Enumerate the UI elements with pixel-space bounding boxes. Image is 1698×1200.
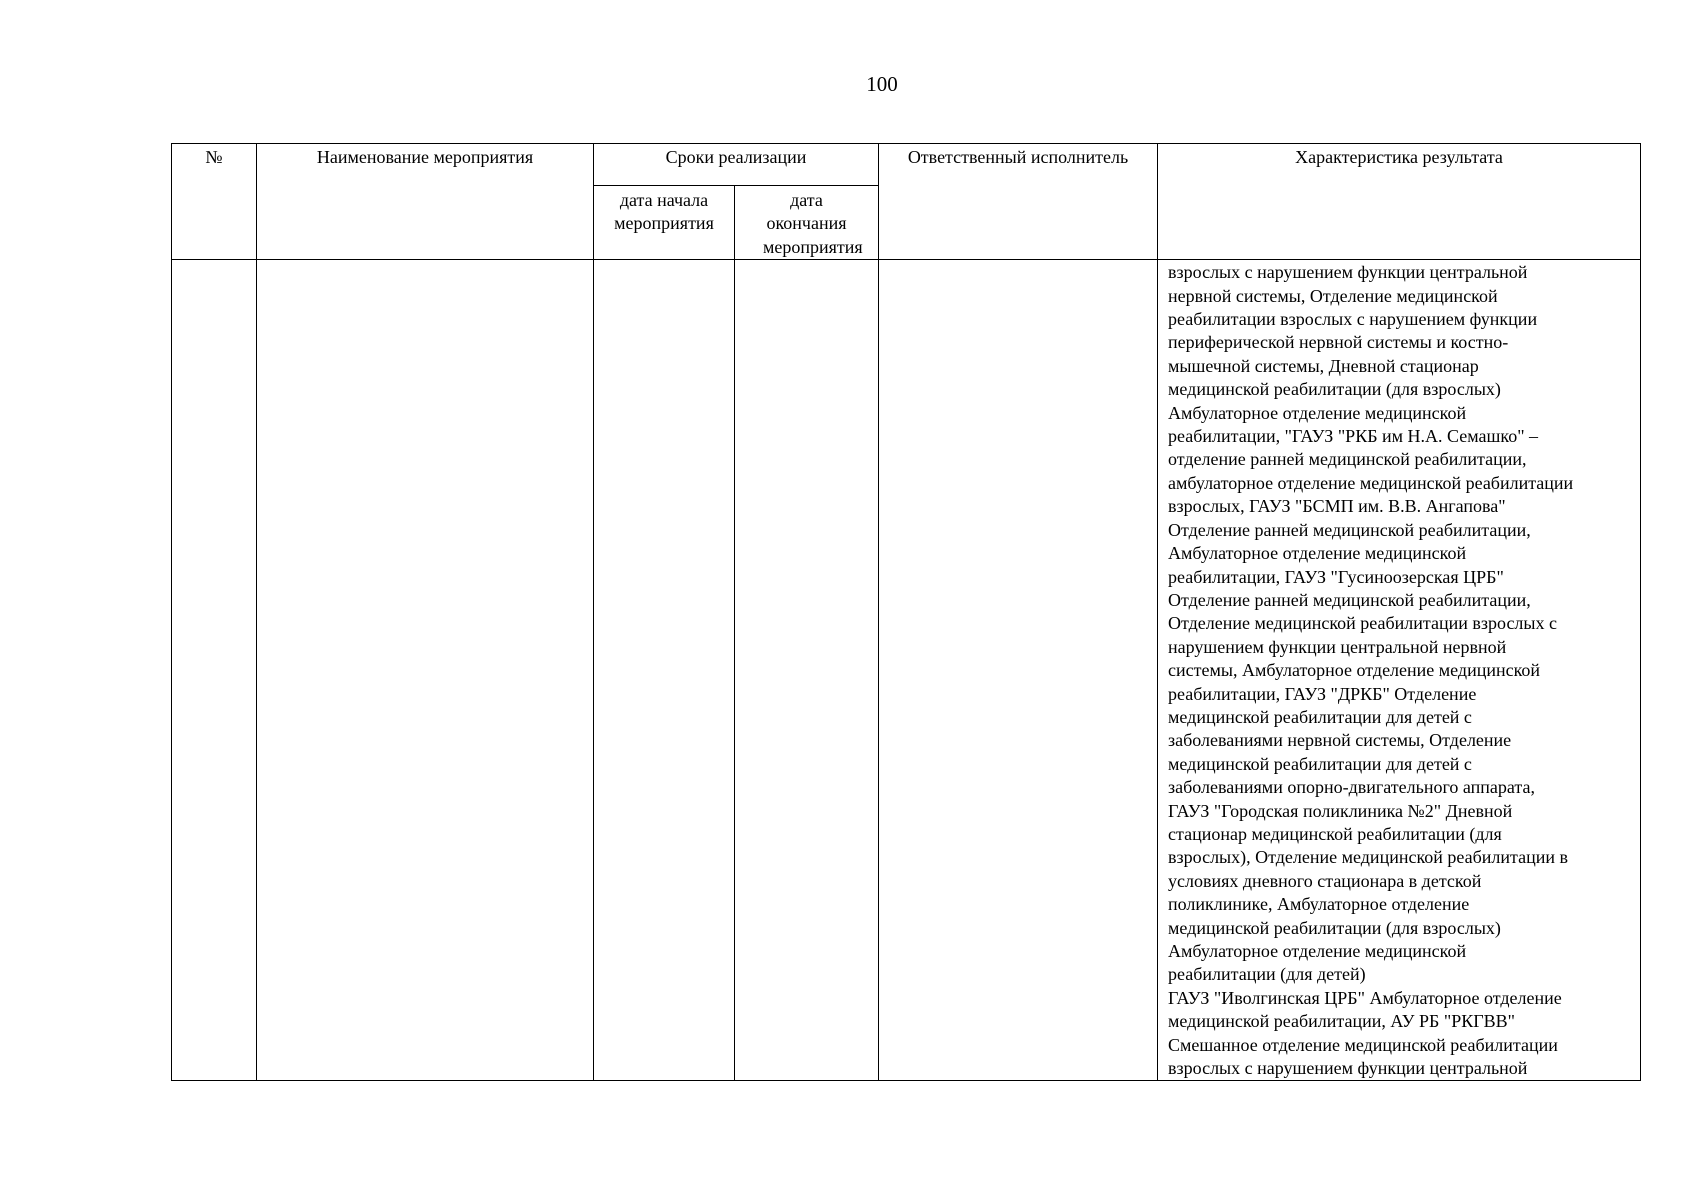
result-line: нарушением функции центральной нервной	[1168, 636, 1507, 657]
result-line: взрослых с нарушением функции центральной	[1168, 262, 1528, 283]
result-line: реабилитации (для детей)	[1168, 964, 1366, 985]
result-line: отделение ранней медицинской реабилитации,	[1168, 449, 1527, 470]
header-result: Характеристика результата	[1158, 144, 1641, 260]
result-line: взрослых с нарушением функции центральной	[1168, 1058, 1528, 1079]
result-line: взрослых), Отделение медицинской реабилитации в	[1168, 847, 1568, 868]
result-line: Отделение ранней медицинской реабилитации,	[1168, 589, 1531, 610]
result-line: медицинской реабилитации для детей с	[1168, 753, 1472, 774]
result-line: поликлинике, Амбулаторное отделение	[1168, 894, 1470, 915]
cell-name	[257, 260, 594, 1081]
result-line: Смешанное отделение медицинской реабилитации	[1168, 1034, 1558, 1055]
header-name: Наименование мероприятия	[257, 144, 594, 260]
result-line: Отделение медицинской реабилитации взрослых с	[1168, 613, 1557, 634]
result-line: Амбулаторное отделение медицинской	[1168, 402, 1467, 423]
measures-table	[171, 143, 1641, 1081]
result-line: ГАУЗ "Городская поликлиника №2" Дневной	[1168, 800, 1513, 821]
header-number: №	[172, 144, 257, 260]
result-line: Отделение ранней медицинской реабилитации,	[1168, 519, 1531, 540]
result-line: заболеваниями нервной системы, Отделение	[1168, 730, 1512, 751]
result-line: медицинской реабилитации, АУ РБ "РКГВВ"	[1168, 1011, 1516, 1032]
result-line: заболеваниями опорно-двигательного аппарата,	[1168, 777, 1536, 798]
result-line: амбулаторное отделение медицинской реабилитации	[1168, 472, 1574, 493]
result-line: реабилитации, ГАУЗ "ДРКБ" Отделение	[1168, 683, 1477, 704]
result-line: периферической нервной системы и костно-	[1168, 332, 1509, 353]
result-line: стационар медицинской реабилитации (для	[1168, 823, 1502, 844]
header-end-date: дата окончания мероприятия	[735, 186, 879, 260]
cell-end-date	[735, 260, 879, 1081]
header-terms: Сроки реализации	[594, 144, 879, 186]
result-line: нервной системы, Отделение медицинской	[1168, 285, 1498, 306]
result-line: системы, Амбулаторное отделение медицинской	[1168, 660, 1541, 681]
cell-result	[1158, 260, 1641, 1081]
header-responsible: Ответственный исполнитель	[879, 144, 1158, 260]
result-line: мышечной системы, Дневной стационар	[1168, 355, 1479, 376]
result-line: медицинской реабилитации для детей с	[1168, 706, 1472, 727]
cell-responsible	[879, 260, 1158, 1081]
result-line: Амбулаторное отделение медицинской	[1168, 543, 1467, 564]
result-line: реабилитации, ГАУЗ "Гусиноозерская ЦРБ"	[1168, 566, 1504, 587]
cell-number	[172, 260, 257, 1081]
result-line: реабилитации взрослых с нарушением функции	[1168, 309, 1538, 330]
result-line: реабилитации, "ГАУЗ "РКБ им Н.А. Семашко" –	[1168, 426, 1539, 447]
cell-start-date	[594, 260, 735, 1081]
page-number: 100	[866, 72, 898, 96]
result-line: условиях дневного стационара в детской	[1168, 870, 1482, 891]
result-line: медицинской реабилитации (для взрослых)	[1168, 379, 1501, 400]
result-line: ГАУЗ "Иволгинская ЦРБ" Амбулаторное отделение	[1168, 987, 1562, 1008]
result-line: медицинской реабилитации (для взрослых)	[1168, 917, 1501, 938]
result-line: Амбулаторное отделение медицинской	[1168, 941, 1467, 961]
result-line: взрослых, ГАУЗ "БСМП им. В.В. Ангапова"	[1168, 496, 1506, 517]
table-row	[172, 260, 1641, 1081]
header-start-date: дата начала мероприятия	[594, 186, 735, 260]
